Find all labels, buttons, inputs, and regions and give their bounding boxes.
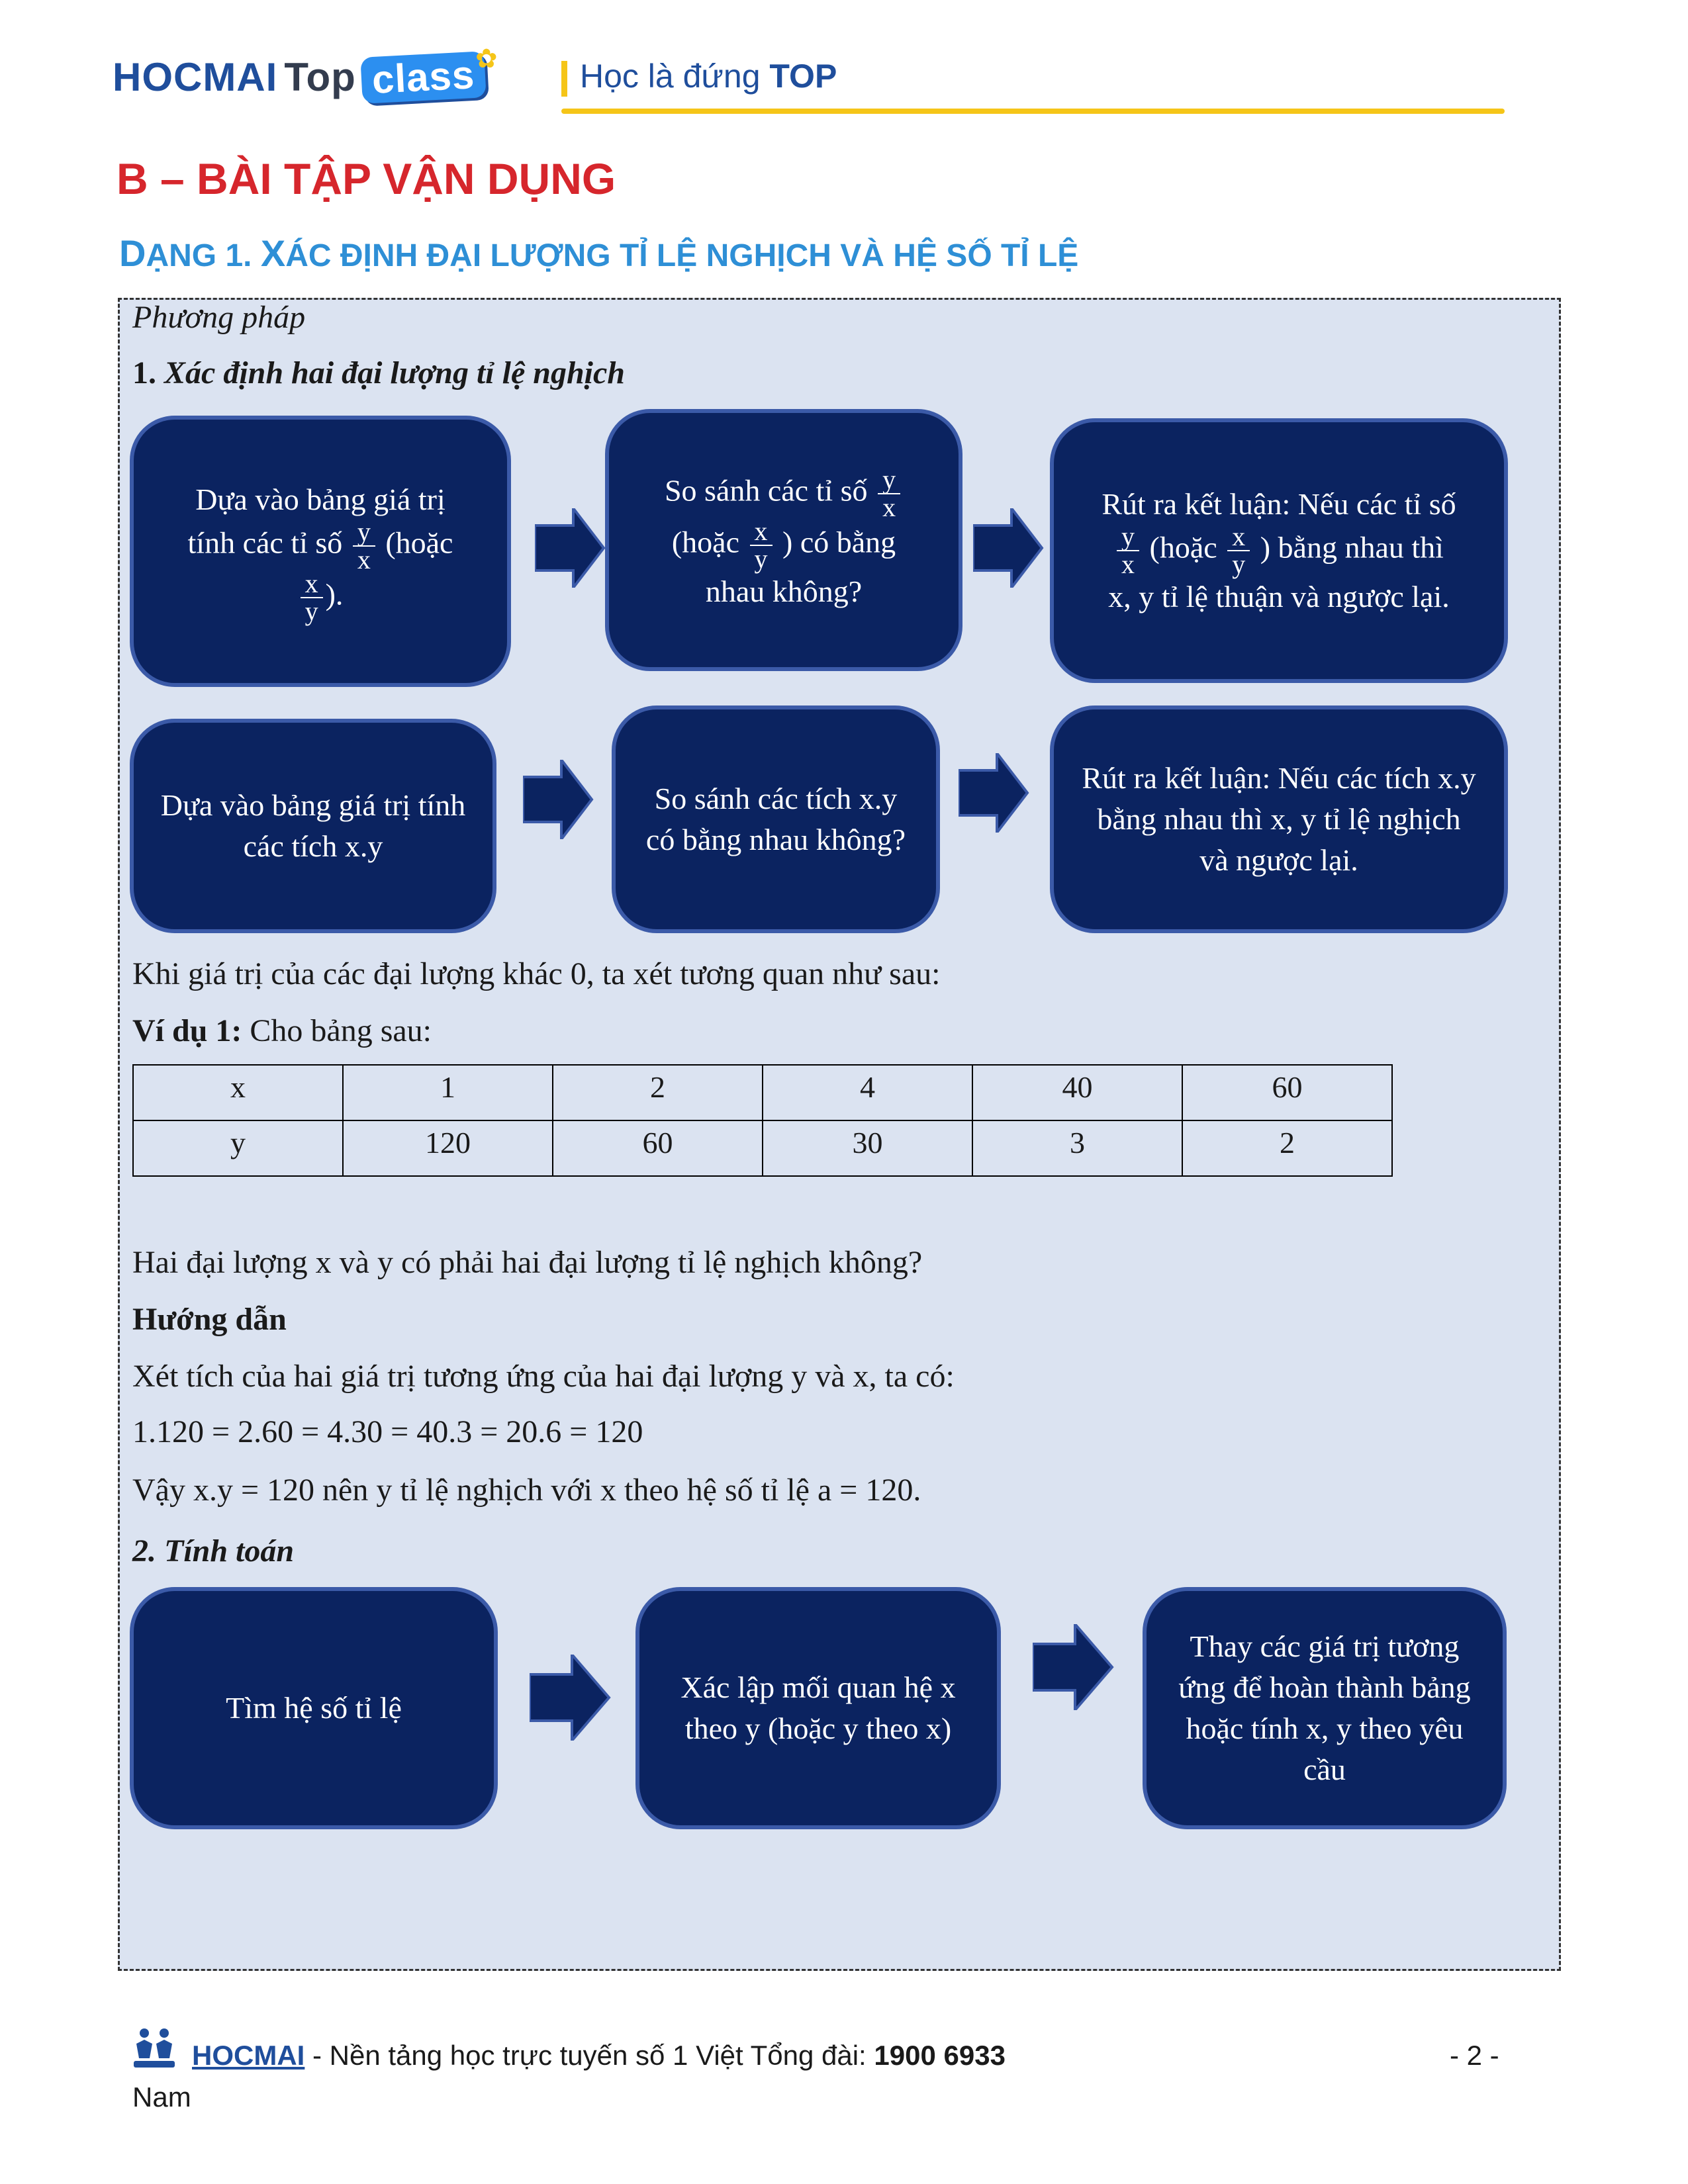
note-text: Khi giá trị của các đại lượng khác 0, ta xét tương quan như sau: — [132, 956, 941, 991]
box-text: So sánh các tỉ số — [664, 473, 868, 508]
table-cell: 4 — [763, 1065, 972, 1120]
footer-continued: Nam — [132, 2081, 191, 2113]
step1-heading — [132, 355, 625, 391]
fraction-y-over-x: $\frac{y}{x}$ — [878, 468, 900, 520]
flow-box-substitute — [1143, 1587, 1507, 1829]
subsection-initial-1: D — [119, 232, 146, 274]
table-cell: 1 — [343, 1065, 553, 1120]
right-arrow-icon — [973, 508, 1046, 588]
table-cell: 40 — [972, 1065, 1182, 1120]
method-label: Phương pháp — [132, 300, 306, 335]
table-cell: 120 — [343, 1120, 553, 1176]
box-text: Rút ra kết luận: Nếu các tỉ số — [1102, 487, 1456, 521]
logo-text-hocmai: HOCMAI — [113, 55, 278, 99]
box-text: (hoặc — [671, 525, 739, 559]
box-text: ) bằng nhau thì — [1260, 530, 1444, 565]
table-cell: 2 — [553, 1065, 763, 1120]
table-cell: 2 — [1182, 1120, 1392, 1176]
values-table — [132, 1064, 1393, 1177]
fraction-x-over-y: $\frac{x}{y}$ — [1227, 525, 1250, 576]
hocmai-footer-logo-icon — [131, 2024, 177, 2070]
table-cell: y — [133, 1120, 343, 1176]
example-text: Cho bảng sau: — [242, 1013, 432, 1048]
flower-icon: ✿ — [475, 44, 498, 74]
box-text: x, y tỉ lệ thuận và ngược lại. — [1108, 580, 1450, 614]
flow-box-relation — [635, 1587, 1001, 1829]
table-row — [133, 1065, 1392, 1120]
table-cell: 3 — [972, 1120, 1182, 1176]
step2-heading: 2. Tính toán — [132, 1533, 295, 1569]
step1-number: 1. — [132, 355, 156, 390]
table-cell: 30 — [763, 1120, 972, 1176]
box-text: Thay các giá trị tương ứng để hoàn thành bảng hoặc tính x, y theo yêu cầu — [1178, 1629, 1471, 1786]
flow-box-product-conclusion — [1050, 705, 1508, 933]
footer-brand-link[interactable]: HOCMAI — [192, 2040, 305, 2071]
flow-box-ratio-compute — [130, 416, 511, 687]
tagline-bold: TOP — [769, 58, 837, 95]
flow-box-ratio-conclusion — [1050, 418, 1508, 683]
hocmai-topclass-logo — [113, 54, 485, 101]
footer-phone: 1900 6933 — [874, 2040, 1006, 2071]
guide-heading: Hướng dẫn — [132, 1302, 287, 1337]
table-row — [133, 1120, 1392, 1176]
flow-box-product-compute — [130, 719, 496, 933]
box-text: Dựa vào bảng giá trị tính các tích x.y — [160, 788, 466, 863]
flow-box-ratio-compare — [605, 409, 962, 671]
header-divider — [561, 109, 1505, 114]
fraction-y-over-x: $\frac{y}{x}$ — [1117, 525, 1139, 576]
tagline — [580, 57, 837, 95]
table-cell: x — [133, 1065, 343, 1120]
flow-box-find-coefficient — [130, 1587, 498, 1829]
right-arrow-icon — [523, 760, 596, 839]
example-heading — [132, 1013, 432, 1049]
footer-tagline: - Nền tảng học trực tuyến số 1 Việt Tổng đài: — [305, 2040, 874, 2071]
box-text: ) có bằng — [782, 525, 896, 559]
subsection-title — [119, 232, 1078, 275]
right-arrow-icon — [959, 753, 1031, 833]
flow-box-product-compare — [612, 705, 940, 933]
right-arrow-icon — [535, 508, 608, 588]
box-text: ). — [325, 577, 344, 612]
table-cell: 60 — [553, 1120, 763, 1176]
subsection-initial-2: X — [260, 232, 286, 274]
box-text: Rút ra kết luận: Nếu các tích x.y bằng nhau thì x, y tỉ lệ nghịch và ngược lại. — [1082, 761, 1476, 877]
fraction-x-over-y: $\frac{x}{y}$ — [301, 572, 323, 623]
box-text: So sánh các tích x.y có bằng nhau không? — [645, 782, 906, 856]
box-text: tính các tỉ số — [187, 525, 343, 560]
guide-line-1: Xét tích của hai giá trị tương ứng của hai đại lượng y và x, ta có: — [132, 1359, 955, 1394]
box-text: Tìm hệ số tỉ lệ — [226, 1691, 402, 1725]
guide-equation: 1.120 = 2.60 = 4.30 = 40.3 = 20.6 = 120 — [132, 1414, 643, 1449]
subsection-part-1: ẠNG 1. — [146, 238, 261, 273]
section-title: B – BÀI TẬP VẬN DỤNG — [117, 154, 616, 203]
guide-conclusion: Vậy x.y = 120 nên y tỉ lệ nghịch với x theo hệ số tỉ lệ a = 120. — [132, 1473, 921, 1508]
box-text: (hoặc — [385, 525, 453, 560]
logo-text-class: class — [360, 51, 487, 104]
subsection-part-2: ÁC ĐỊNH ĐẠI LƯỢNG TỈ LỆ NGHỊCH VÀ HỆ SỐ TỈ LỆ — [285, 238, 1079, 273]
box-text: nhau không? — [705, 574, 863, 608]
box-text: (hoặc — [1149, 530, 1217, 565]
logo-text-top: Top — [284, 55, 356, 99]
right-arrow-icon — [530, 1655, 613, 1741]
table-cell: 60 — [1182, 1065, 1392, 1120]
box-text: Xác lập mối quan hệ x theo y (hoặc y theo x) — [680, 1670, 956, 1745]
tagline-bar — [561, 61, 567, 97]
fraction-x-over-y: $\frac{x}{y}$ — [750, 520, 773, 571]
box-text: Dựa vào bảng giá trị — [195, 482, 445, 516]
tagline-prefix: Học là đứng — [580, 58, 761, 95]
footer-text — [192, 2040, 1006, 2071]
question-text: Hai đại lượng x và y có phải hai đại lượng tỉ lệ nghịch không? — [132, 1245, 923, 1280]
example-label: Ví dụ 1: — [132, 1013, 242, 1048]
right-arrow-icon — [1033, 1624, 1116, 1710]
fraction-y-over-x: $\frac{y}{x}$ — [353, 520, 375, 572]
step1-title: Xác định hai đại lượng tỉ lệ nghịch — [164, 355, 625, 390]
page-number: - 2 - — [1450, 2040, 1499, 2071]
